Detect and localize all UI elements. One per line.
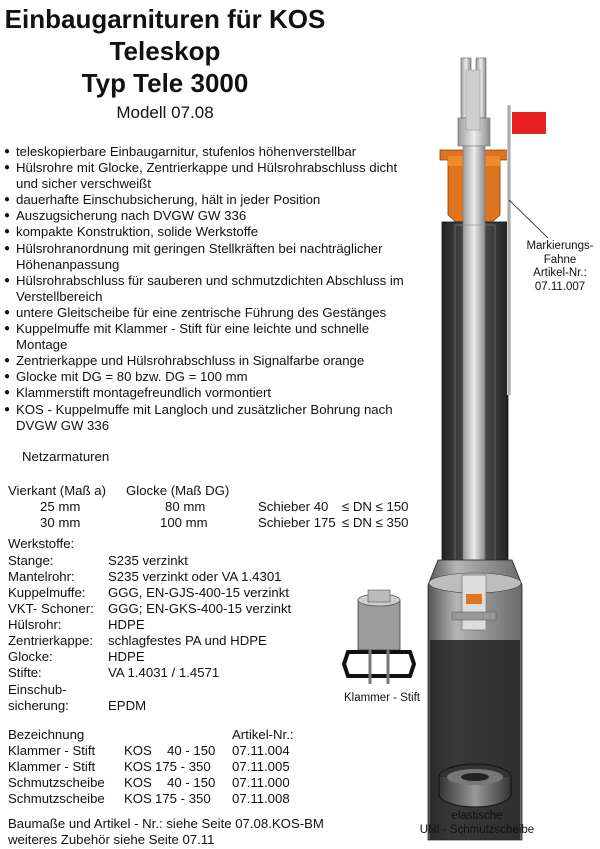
artikel-kos: KOS xyxy=(124,759,152,774)
feature-item: ● Glocke mit DG = 80 bzw. DG = 100 mm xyxy=(4,369,424,385)
schmutzscheibe-caption: elastische UNI - Schmutzscheibe xyxy=(419,810,535,836)
artikel-nr: 07.11.005 xyxy=(232,759,290,774)
werkstoff-value: HDPE xyxy=(108,617,145,632)
werkstoff-label: Stifte: xyxy=(8,665,42,680)
feature-item: ● untere Gleitscheibe für eine zentrische Führung des Gestänges xyxy=(4,305,424,321)
artikel-kos: KOS xyxy=(124,775,152,790)
werkstoff-value: S235 verzinkt oder VA 1.4301 xyxy=(108,569,282,584)
werkstoff-value: S235 verzinkt xyxy=(108,553,188,568)
werkstoff-label: Kuppelmuffe: xyxy=(8,585,86,600)
werkstoff-label: Hülsrohr: xyxy=(8,617,62,632)
telescope-drawing xyxy=(320,0,600,849)
artikel-nr: 07.11.004 xyxy=(232,743,290,758)
werkstoff-label: VKT- Schoner: xyxy=(8,601,94,616)
feature-item: ● Auszugsicherung nach DVGW GW 336 xyxy=(4,208,424,224)
netz-cell: Schieber 40 xyxy=(258,499,329,514)
page-title: Einbaugarnituren für KOS xyxy=(4,4,326,34)
artikel-col-bezeichnung: Bezeichnung xyxy=(8,727,85,742)
werkstoff-value: HDPE xyxy=(108,649,145,664)
flag-caption: Markierungs- Fahne Artikel-Nr.: 07.11.007 xyxy=(526,240,594,293)
netz-cell: 25 mm xyxy=(40,499,81,514)
werkstoff-label: Glocke: xyxy=(8,649,53,664)
artikel-nr: 07.11.008 xyxy=(232,791,290,806)
artikel-name: Schmutzscheibe xyxy=(8,775,105,790)
werkstoff-value: EPDM xyxy=(108,698,147,713)
feature-item: ● Kuppelmuffe mit Klammer - Stift für eine leichte und schnelle Montage xyxy=(4,321,376,353)
netz-col-glocke: Glocke (Maß DG) xyxy=(126,483,230,498)
werkstoffe-heading: Werkstoffe: xyxy=(8,536,75,551)
feature-item: ● Hülsrohre mit Glocke, Zentrierkappe und Hülsrohrabschluss dicht und sicher verschweißt xyxy=(4,160,416,192)
werkstoff-label: sicherung: xyxy=(8,698,69,713)
netz-cell: Schieber 175 xyxy=(258,515,336,530)
feature-item: ● Zentrierkappe und Hülsrohrabschluss in Signalfarbe orange xyxy=(4,353,424,369)
feature-item: ● Hülsrohranordnung mit geringen Stellkräften bei nachträglicher Höhenanpassung xyxy=(4,241,424,273)
feature-item: ● dauerhafte Einschubsicherung, hält in jeder Position xyxy=(4,192,424,208)
artikel-col-nr: Artikel-Nr.: xyxy=(232,727,294,742)
feature-item: ● teleskopierbare Einbaugarnitur, stufenlos höhenverstellbar xyxy=(4,144,424,160)
artikel-range: 175 - 350 xyxy=(155,759,211,774)
artikel-name: Schmutzscheibe xyxy=(8,791,105,806)
artikel-name: Klammer - Stift xyxy=(8,759,96,774)
page-subtitle: Teleskop xyxy=(109,36,221,66)
schmutzscheibe-illustration xyxy=(439,764,511,807)
spindle-top xyxy=(458,58,490,146)
feature-item: ● kompakte Konstruktion, solide Werkstoffe xyxy=(4,224,424,240)
model-number: Modell 07.08 xyxy=(116,103,214,122)
stange xyxy=(463,146,485,586)
klammer-stift-illustration xyxy=(344,590,414,684)
netz-col-vierkant: Vierkant (Maß a) xyxy=(8,483,106,498)
netz-cell: ≤ DN ≤ 350 xyxy=(342,515,409,530)
feature-item: ● Hülsrohrabschluss für sauberen und schmutzdichten Abschluss im Verstellbereich xyxy=(4,273,424,305)
netz-cell: 80 mm xyxy=(165,499,206,514)
netz-cell: 100 mm xyxy=(160,515,208,530)
artikel-range: 40 - 150 xyxy=(167,743,216,758)
werkstoff-label: Stange: xyxy=(8,553,54,568)
product-type: Typ Tele 3000 xyxy=(81,68,249,98)
werkstoff-value: GGG, EN-GJS-400-15 verzinkt xyxy=(108,585,290,600)
werkstoff-label: Einschub- xyxy=(8,682,67,697)
werkstoff-label: Mantelrohr: xyxy=(8,569,75,584)
feature-item: ● Klammerstift montagefreundlich vormontiert xyxy=(4,385,424,401)
artikel-nr: 07.11.000 xyxy=(232,775,290,790)
werkstoff-label: Zentrierkappe: xyxy=(8,633,94,648)
artikel-kos: KOS xyxy=(124,791,152,806)
werkstoff-value: VA 1.4031 / 1.4571 xyxy=(108,665,220,680)
feature-item: ● KOS - Kuppelmuffe mit Langloch und zusätzlicher Bohrung nach DVGW GW 336 xyxy=(4,402,426,434)
footer-accessories: weiteres Zubehör siehe Seite 07.11 xyxy=(8,832,215,847)
netz-cell: ≤ DN ≤ 150 xyxy=(342,499,409,514)
artikel-kos: KOS xyxy=(124,743,152,758)
klammer-caption: Klammer - Stift xyxy=(343,692,421,704)
footer-reference: Baumaße und Artikel - Nr.: siehe Seite 07.08.KOS-BM xyxy=(8,816,324,831)
netz-cell: 30 mm xyxy=(40,515,81,530)
werkstoff-value: GGG; EN-GKS-400-15 verzinkt xyxy=(108,601,292,616)
artikel-range: 40 - 150 xyxy=(167,775,216,790)
artikel-range: 175 - 350 xyxy=(155,791,211,806)
artikel-name: Klammer - Stift xyxy=(8,743,96,758)
netz-heading: Netzarmaturen xyxy=(22,449,110,464)
werkstoff-value: schlagfestes PA und HDPE xyxy=(108,633,267,648)
